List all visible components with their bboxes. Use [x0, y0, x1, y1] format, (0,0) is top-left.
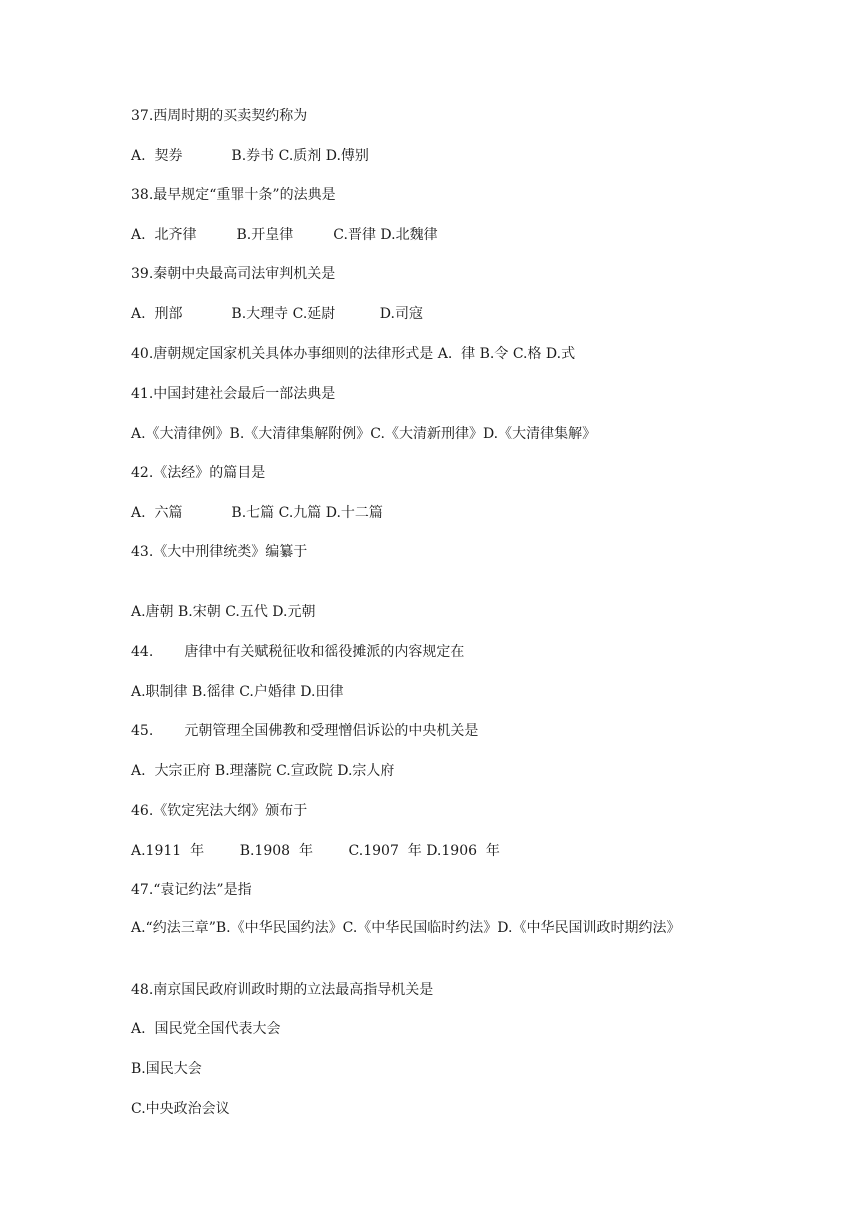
- question-options-43: A.唐朝 B.宋朝 C.五代 D.元朝: [131, 604, 316, 620]
- question-stem-45: 45. 元朝管理全国佛教和受理憎侣诉讼的中央机关是: [131, 723, 479, 739]
- question-options-46: A.1911 年 B.1908 年 C.1907 年 D.1906 年: [131, 843, 500, 859]
- question-stem-46: 46.《钦定宪法大纲》颁布于: [131, 803, 308, 819]
- question-stem-48: 48.南京国民政府训政时期的立法最高指导机关是: [131, 982, 434, 998]
- question-stem-47: 47.“袁记约法”是指: [131, 882, 252, 898]
- question-stem-37: 37.西周时期的买卖契约称为: [131, 108, 308, 124]
- question-options-38: A. 北齐律 B.开皇律 C.晋律 D.北魏律: [131, 227, 438, 243]
- question-options-47: A.“约法三章”B.《中华民国约法》C.《中华民国临时约法》D.《中华民国训政时期约法》: [131, 920, 681, 936]
- question-stem-43: 43.《大中刑律统类》编纂于: [131, 544, 308, 560]
- question-stem-42: 42.《法经》的篇目是: [131, 465, 266, 481]
- question-stem-39: 39.秦朝中央最高司法审判机关是: [131, 266, 336, 282]
- question-options-41: A.《大清律例》B.《大清律集解附例》C.《大清新刑律》D.《大清律集解》: [131, 426, 597, 442]
- question-option-48-c: C.中央政治会议: [131, 1101, 230, 1117]
- question-option-48-a: A. 国民党全国代表大会: [131, 1021, 281, 1037]
- question-stem-38: 38.最早规定“重罪十条”的法典是: [131, 187, 336, 203]
- question-options-39: A. 刑部 B.大理寺 C.延尉 D.司寇: [131, 306, 423, 322]
- question-option-48-b: B.国民大会: [131, 1061, 202, 1077]
- question-options-44: A.职制律 B.徭律 C.户婚律 D.田律: [131, 684, 344, 700]
- question-stem-44: 44. 唐律中有关赋税征收和徭役摊派的内容规定在: [131, 644, 465, 660]
- question-stem-41: 41.中国封建社会最后一部法典是: [131, 386, 336, 402]
- question-stem-40: 40.唐朝规定国家机关具体办事细则的法律形式是 A. 律 B.令 C.格 D.式: [131, 346, 576, 362]
- question-options-45: A. 大宗正府 B.理藩院 C.宣政院 D.宗人府: [131, 763, 395, 779]
- question-options-37: A. 契券 B.券书 C.质剂 D.傅别: [131, 148, 369, 164]
- question-options-42: A. 六篇 B.七篇 C.九篇 D.十二篇: [131, 505, 383, 521]
